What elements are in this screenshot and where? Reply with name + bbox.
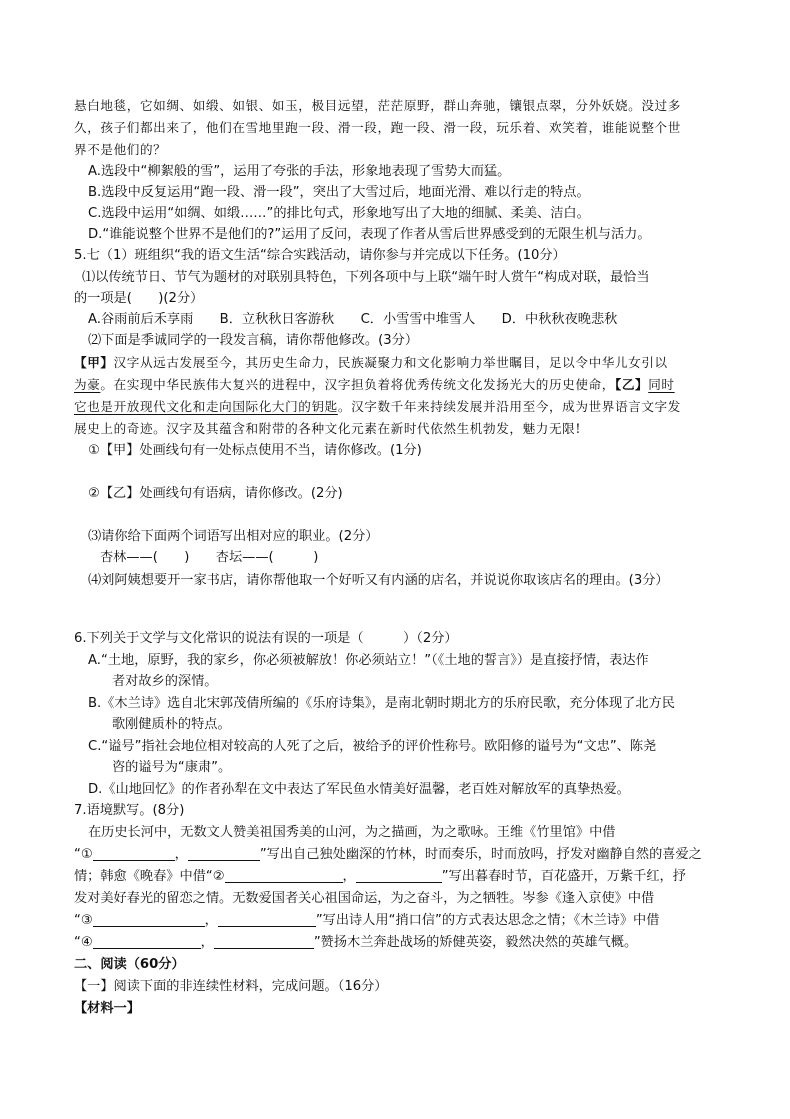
q5-stem: 5.七（1）班组织“我的语文生活“综合实践活动，请你参与并完成以下任务。(10分）	[74, 248, 566, 263]
q6-option-d: D.《山地回忆》的作者孙犁在文中表达了军民鱼水情美好温馨，老百姓对解放军的真挚热爱。	[88, 782, 630, 797]
q7-stem: 7.语境默写。(8分)	[74, 803, 185, 818]
speech-line-4: 展史上的奇迹。汉字及其蕴含和附带的各种文化元素在新时代依然生机勃发，魅力无限!	[74, 421, 582, 436]
comma: ，	[204, 913, 218, 928]
q4-option-d: D.“谁能说整个世界不是他们的?”运用了反问，表现了作者从雪后世界感受到的无限生机与活力。	[88, 227, 651, 242]
blank-marker-4: “④	[74, 935, 93, 950]
passage-line: 久，孩子们都出来了，他们在雪地里跑一段、滑一段，跑一段、滑一段，玩乐着、欢笑着，谁能说整个世	[74, 120, 681, 135]
q5-task-1: ①【甲】处画线句有一处标点使用不当，请你修改。(1分)	[88, 443, 422, 458]
answer-blank[interactable]	[93, 933, 201, 949]
q7-line-4: 发对美好春光的留恋之情。无数爱国者关心祖国命运，为之奋斗，为之牺牲。岑参《逢入京使》中借	[74, 891, 655, 906]
answer-blank[interactable]	[225, 867, 343, 883]
speech-underlined-yi-cont: 它也是开放现代文化和走向国际化大门的钥匙	[74, 399, 338, 414]
q7-line-2	[74, 845, 702, 865]
q7-text: ”赞扬木兰奔赴战场的矫健英姿，毅然决然的英雄气概。	[313, 935, 638, 950]
q4-option-a: A.选段中“柳絮般的雪”，运用了夸张的手法，形象地表现了雪势大而猛。	[88, 164, 511, 179]
speech-tag-jia: 【甲】	[74, 355, 114, 370]
q5-sub1-cont: 的一项是( )(2分）	[74, 291, 204, 306]
speech-line-3	[74, 397, 681, 417]
q7-text: ”写出自己独处幽深的竹林，时而奏乐，时而放吗，抒发对幽静自然的喜爱之	[259, 847, 702, 862]
q5-sub4: ⑷刘阿姨想要开一家书店，请你帮他取一个好听又有内涵的店名，并说说你取该店名的理由。(3分）	[88, 573, 669, 588]
speech-tag-yi: 【乙】	[614, 377, 649, 392]
q6-stem: 6.下列关于文学与文化常识的说法有误的一项是（ ）（2分）	[74, 631, 458, 646]
q7-text: 情；韩愈《晚春》中借“②	[74, 869, 225, 884]
q7-text: ”写出暮春时节，百花盛开，万紫千红，抒	[441, 869, 686, 884]
answer-blank[interactable]	[214, 933, 314, 949]
answer-blank[interactable]	[93, 845, 175, 861]
speech-underlined-jia: 为豪	[74, 377, 101, 392]
q7-line-5	[74, 911, 659, 931]
blank-marker-1: “①	[74, 847, 93, 862]
q6-option-a: A.“土地，原野，我的家乡，你必须被解放！你必须站立！”（《土地的誓言》）是直接抒情，表达作	[88, 653, 649, 668]
q6-option-b: B.《木兰诗》选自北宋郭茂倩所编的《乐府诗集》，是南北朝时期北方的乐府民歌，充分体现了北方民	[88, 696, 675, 711]
answer-blank[interactable]	[188, 845, 260, 861]
q5-sub3-words: 杏林——( ) 杏坛——( )	[100, 550, 319, 565]
q6-option-b-cont: 歌刚健质朴的特点。	[112, 717, 231, 732]
answer-blank[interactable]	[356, 867, 442, 883]
q5-task-2: ②【乙】处画线句有语病，请你修改。(2分)	[88, 486, 343, 501]
q5-sub1-options: A.谷雨前后禾享雨 B．立秋秋日客游秋 C．小雪雪中堆雪人 D．中秋秋夜晚悲秋	[88, 312, 618, 327]
q6-option-a-cont: 者对故乡的深情。	[112, 674, 218, 689]
q5-sub3: ⑶请你给下面两个词语写出相对应的职业。(2分）	[88, 529, 379, 544]
passage-line: 界不是他们的？	[74, 142, 167, 157]
q6-option-c-cont: 咨的谥号为“康肃”。	[112, 760, 232, 775]
material-heading: 【材料一】	[74, 1001, 140, 1016]
speech-underlined-yi: 同时	[648, 377, 675, 392]
passage-line: 悬白地毯，它如绸、如缎、如银、如玉，极目远望，茫茫原野，群山奔驰，镶银点翠，分外妖娆。没过多	[74, 98, 681, 113]
speech-text: 汉字从远古发展至今，其历史生命力，民族凝聚力和文化影响力举世瞩目，足以令中华儿女引以	[113, 355, 668, 370]
speech-text: 。汉字数千年来持续发展并沿用至今，成为世界语言文字发	[337, 399, 681, 414]
speech-text: 。在实现中华民族伟大复兴的进程中，汉字担负着将优秀传统文化发扬光大的历史使命，	[100, 377, 615, 392]
q7-line-3	[74, 867, 686, 887]
q5-sub1: ⑴以传统节日、节气为题材的对联别具特色，下列各项中与上联“端午时人赏午“构成对联，最恰当	[82, 270, 650, 285]
q7-line-1: 在历史长河中，无数文人赞美祖国秀美的山河，为之描画，为之歌咏。王维《竹里馆》中借	[88, 825, 616, 840]
q6-option-c: C.“谥号”指社会地位相对较高的人死了之后，被给予的评价性称号。欧阳修的谥号为“文忠”、陈尧	[88, 739, 657, 754]
part-heading: 【一】阅读下面的非连续性材料，完成问题。（16分）	[74, 979, 388, 994]
speech-line-2	[74, 375, 675, 395]
q5-sub2: ⑵下面是季诚同学的一段发言稿，请你帮他修改。(3分）	[88, 333, 419, 348]
blank-marker-3: “③	[74, 913, 93, 928]
answer-blank[interactable]	[218, 911, 316, 927]
q7-line-6	[74, 933, 637, 953]
comma: ，	[174, 847, 188, 862]
comma: ，	[200, 935, 214, 950]
answer-blank[interactable]	[93, 911, 205, 927]
comma: ，	[342, 869, 356, 884]
q4-option-c: C.选段中运用“如绸、如缎……”的排比句式，形象地写出了大地的细腻、柔美、洁白。	[88, 206, 590, 221]
q4-option-b: B.选段中反复运用“跑一段、滑一段”，突出了大雪过后，地面光滑、难以行走的特点。	[88, 185, 590, 200]
speech-line-1	[74, 353, 668, 373]
section-heading: 二、阅读（60分）	[74, 957, 185, 972]
q7-text: ”写出诗人用“捎口信”的方式表达思念之情；《木兰诗》中借	[315, 913, 660, 928]
